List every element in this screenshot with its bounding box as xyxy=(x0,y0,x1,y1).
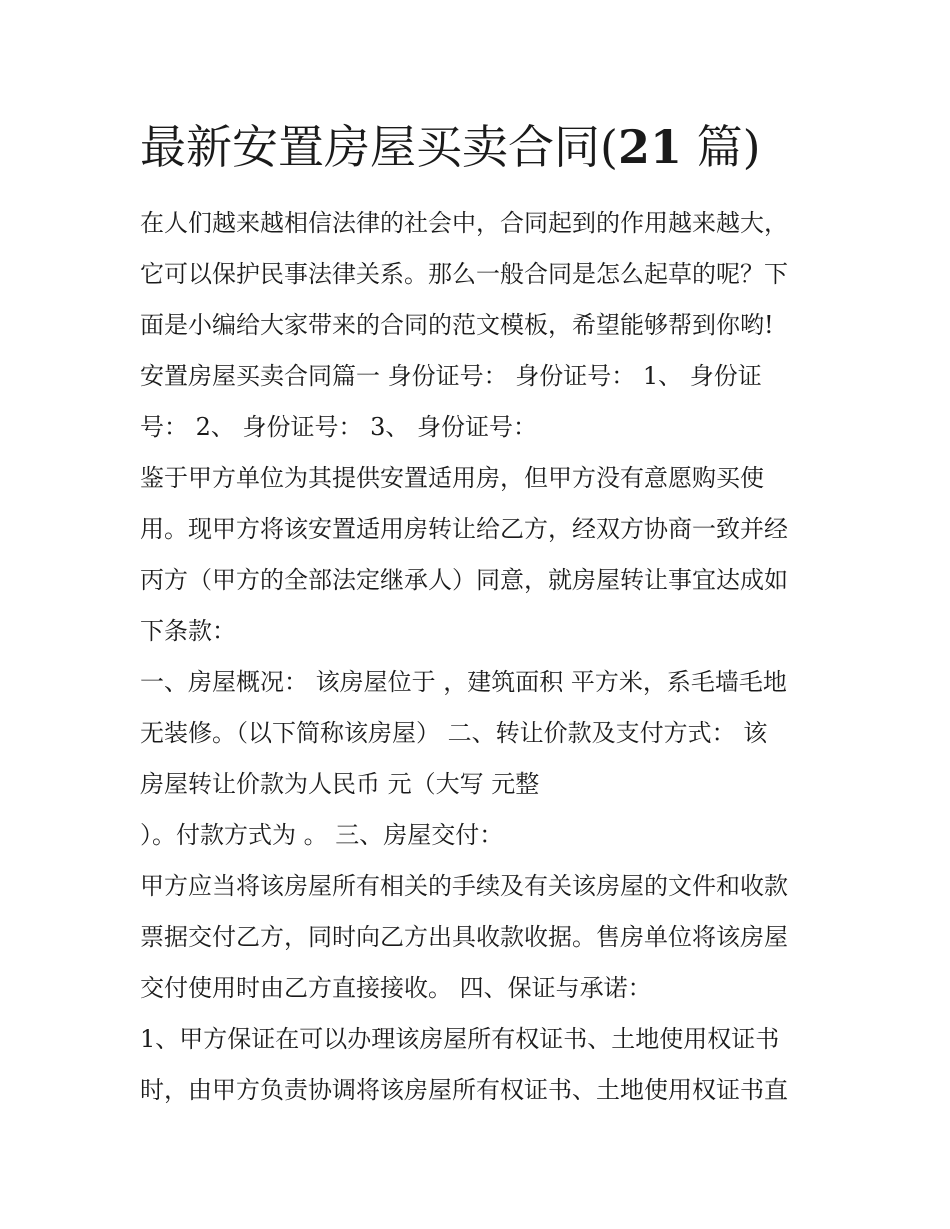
text-line: 号： 2、 身份证号： 3、 身份证号： xyxy=(140,413,538,441)
text-line: 1、甲方保证在可以办理该房屋所有权证书、土地使用权证书 xyxy=(140,1025,780,1053)
text-line: 安置房屋买卖合同篇一 身份证号： 身份证号： 1、 身份证 xyxy=(140,362,762,390)
text-line: 房屋转让价款为人民币 元（大写 元整 xyxy=(140,770,540,798)
text-line: 丙方（甲方的全部法定继承人）同意，就房屋转让事宜达成如 xyxy=(140,566,788,594)
document-title xyxy=(140,114,761,180)
title-suffix: 篇) xyxy=(681,120,761,174)
text-line: 鉴于甲方单位为其提供安置适用房，但甲方没有意愿购买使 xyxy=(140,464,764,492)
text-line: 无装修。（以下简称该房屋） 二、转让价款及支付方式： 该 xyxy=(140,719,768,747)
text-line: 面是小编给大家带来的合同的范文模板，希望能够帮到你哟! xyxy=(140,311,774,339)
text-line: 在人们越来越相信法律的社会中，合同起到的作用越来越大， xyxy=(140,209,788,237)
document-body xyxy=(140,200,820,1118)
text-line: 下条款： xyxy=(140,617,236,645)
text-line: ）。付款方式为 。 三、房屋交付： xyxy=(140,821,504,849)
title-number: 21 xyxy=(617,120,682,174)
text-line: 用。现甲方将该安置适用房转让给乙方，经双方协商一致并经 xyxy=(140,515,788,543)
title-prefix: 最新安置房屋买卖合同( xyxy=(140,120,618,174)
text-line: 一、房屋概况： 该房屋位于 ，建筑面积 平方米，系毛墙毛地 xyxy=(140,668,787,696)
text-line: 交付使用时由乙方直接接收。 四、保证与承诺： xyxy=(140,974,652,1002)
text-line: 时，由甲方负责协调将该房屋所有权证书、土地使用权证书直 xyxy=(140,1076,788,1104)
text-line: 它可以保护民事法律关系。那么一般合同是怎么起草的呢？下 xyxy=(140,260,788,288)
text-line: 票据交付乙方，同时向乙方出具收款收据。售房单位将该房屋 xyxy=(140,923,788,951)
text-line: 甲方应当将该房屋所有相关的手续及有关该房屋的文件和收款 xyxy=(140,872,788,900)
